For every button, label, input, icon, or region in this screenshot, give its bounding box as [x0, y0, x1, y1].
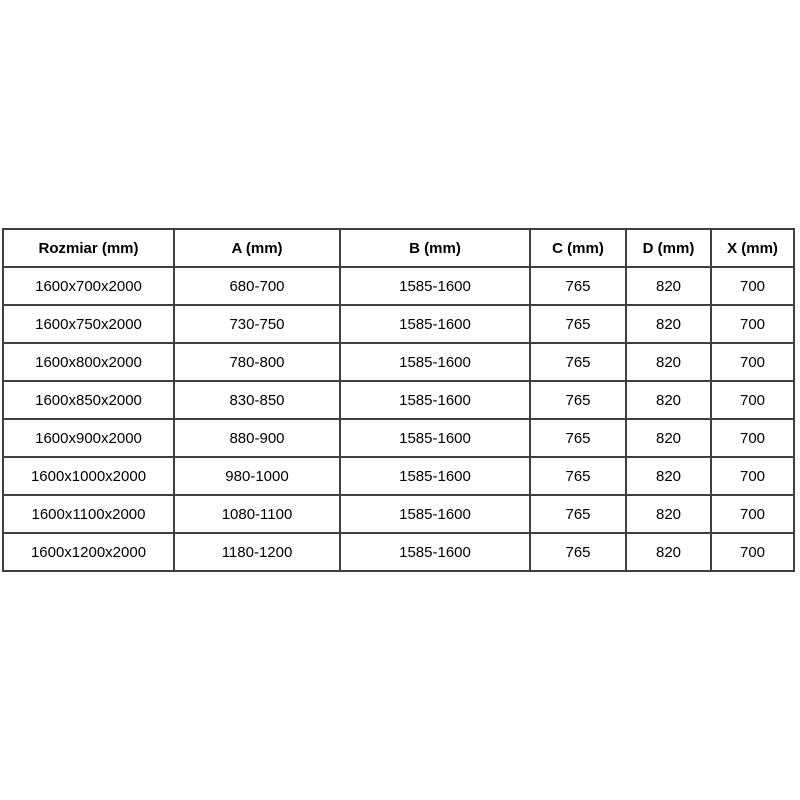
table-cell: 820 [626, 381, 711, 419]
column-header-x: X (mm) [711, 229, 794, 267]
table-row [3, 305, 794, 343]
table-cell: 1585-1600 [340, 457, 530, 495]
table-row [3, 267, 794, 305]
table-row [3, 533, 794, 571]
table-cell: 700 [711, 305, 794, 343]
table-cell: 1585-1600 [340, 381, 530, 419]
table-cell: 1585-1600 [340, 267, 530, 305]
table-cell: 765 [530, 457, 626, 495]
table-row [3, 495, 794, 533]
table-cell: 765 [530, 495, 626, 533]
table-cell: 1585-1600 [340, 419, 530, 457]
table-cell: 1585-1600 [340, 533, 530, 571]
table-row [3, 457, 794, 495]
table-cell: 700 [711, 381, 794, 419]
table-cell: 1600x1200x2000 [3, 533, 174, 571]
table-cell: 700 [711, 419, 794, 457]
table-cell: 680-700 [174, 267, 340, 305]
table-cell: 700 [711, 457, 794, 495]
table-cell: 765 [530, 381, 626, 419]
table-row [3, 381, 794, 419]
table-cell: 700 [711, 267, 794, 305]
table-cell: 1585-1600 [340, 305, 530, 343]
table-cell: 820 [626, 267, 711, 305]
column-header-b: B (mm) [340, 229, 530, 267]
table-cell: 980-1000 [174, 457, 340, 495]
table-cell: 1585-1600 [340, 495, 530, 533]
table-cell: 820 [626, 343, 711, 381]
table-row [3, 343, 794, 381]
table-cell: 1600x900x2000 [3, 419, 174, 457]
table-cell: 1585-1600 [340, 343, 530, 381]
column-header-rozmiar: Rozmiar (mm) [3, 229, 174, 267]
table-cell: 820 [626, 533, 711, 571]
table-cell: 1600x1100x2000 [3, 495, 174, 533]
table-cell: 820 [626, 305, 711, 343]
table-cell: 1600x700x2000 [3, 267, 174, 305]
table-cell: 765 [530, 267, 626, 305]
table-cell: 830-850 [174, 381, 340, 419]
table-cell: 1600x750x2000 [3, 305, 174, 343]
table-cell: 780-800 [174, 343, 340, 381]
table-cell: 700 [711, 533, 794, 571]
column-header-c: C (mm) [530, 229, 626, 267]
table-row [3, 419, 794, 457]
column-header-d: D (mm) [626, 229, 711, 267]
size-spec-table [2, 228, 795, 572]
table-cell: 700 [711, 495, 794, 533]
table-cell: 880-900 [174, 419, 340, 457]
table-cell: 820 [626, 495, 711, 533]
table-cell: 765 [530, 419, 626, 457]
table-cell: 700 [711, 343, 794, 381]
table-cell: 1600x850x2000 [3, 381, 174, 419]
table-cell: 1600x1000x2000 [3, 457, 174, 495]
table-header-row [3, 229, 794, 267]
table-cell: 1600x800x2000 [3, 343, 174, 381]
table-cell: 765 [530, 343, 626, 381]
table-cell: 1080-1100 [174, 495, 340, 533]
column-header-a: A (mm) [174, 229, 340, 267]
table-cell: 730-750 [174, 305, 340, 343]
table-cell: 765 [530, 533, 626, 571]
table-cell: 1180-1200 [174, 533, 340, 571]
table-cell: 820 [626, 419, 711, 457]
table-cell: 820 [626, 457, 711, 495]
table-cell: 765 [530, 305, 626, 343]
